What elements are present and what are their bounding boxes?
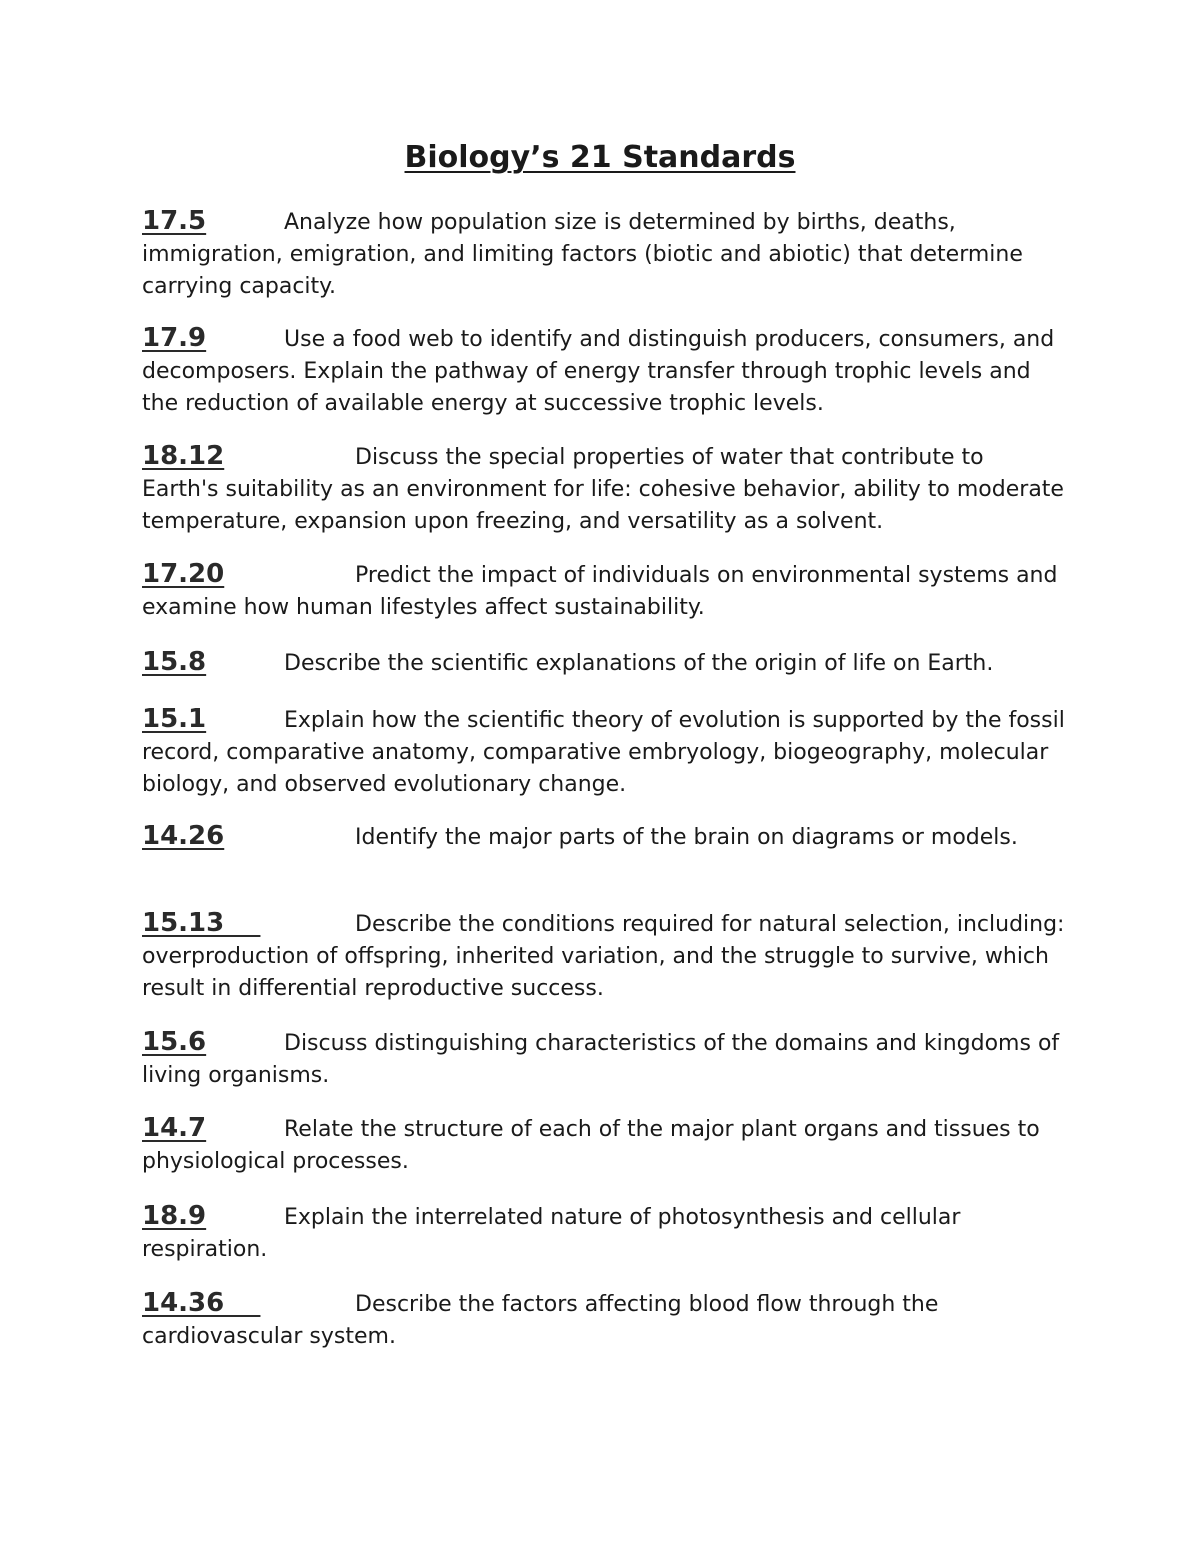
- standard-code: 15.1: [142, 704, 207, 734]
- standard-code: 18.12: [142, 441, 225, 471]
- standard-description: Describe the scientific explanations of the origin of life on Earth.: [284, 651, 994, 676]
- standard-code: 17.9: [142, 323, 207, 353]
- standard-description: Use a food web to identify and distinguish producers, consumers, and decomposers. Explain the pathway of energy transfer through trophic levels and the reduction of available energy at successive trophic levels.: [142, 327, 1055, 416]
- standard-item: [142, 1026, 1067, 1092]
- standard-item: [142, 646, 1067, 680]
- standard-description: Describe the conditions required for natural selection, including: overproduction of offspring, inherited variation, and the struggle to survive, which result in differential reproductive success.: [142, 912, 1065, 1001]
- standard-code: 14.26: [142, 821, 225, 851]
- standard-description: Discuss distinguishing characteristics of the domains and kingdoms of living organisms.: [142, 1031, 1060, 1088]
- standard-item: [142, 322, 1067, 420]
- standard-item: [142, 205, 1067, 303]
- standard-description: Explain the interrelated nature of photosynthesis and cellular respiration.: [142, 1205, 961, 1262]
- standard-code: 15.6: [142, 1027, 207, 1057]
- standard-item: [142, 1287, 1067, 1353]
- standard-item: [142, 1200, 1067, 1266]
- standard-description: Describe the factors affecting blood flow through the cardiovascular system.: [142, 1292, 939, 1349]
- standard-code: 14.36: [142, 1288, 261, 1318]
- standard-item: [142, 440, 1067, 538]
- standard-code: 17.20: [142, 559, 225, 589]
- standard-item: [142, 703, 1067, 801]
- page-title: Biology’s 21 Standards: [404, 140, 796, 175]
- standard-code: 18.9: [142, 1201, 207, 1231]
- standard-item: [142, 558, 1067, 624]
- standard-description: Identify the major parts of the brain on diagrams or models.: [355, 825, 1018, 850]
- standard-description: Explain how the scientific theory of evolution is supported by the fossil record, comparative anatomy, comparative embryology, biogeography, molecular biology, and observed evolutionary change.: [142, 708, 1065, 797]
- standard-description: Predict the impact of individuals on environmental systems and examine how human lifestyles affect sustainability.: [142, 563, 1058, 620]
- standard-code: 15.8: [142, 647, 207, 677]
- standard-description: Relate the structure of each of the major plant organs and tissues to physiological processes.: [142, 1117, 1040, 1174]
- standard-description: Discuss the special properties of water that contribute to Earth's suitability as an environment for life: cohesive behavior, ability to moderate temperature, expansion upon freezing, and versatility as a solvent.: [142, 445, 1064, 534]
- standard-code: 15.13: [142, 908, 261, 938]
- standard-code: 14.7: [142, 1113, 207, 1143]
- standard-item: [142, 907, 1067, 1005]
- standard-item: [142, 1112, 1067, 1178]
- standard-description: Analyze how population size is determined by births, deaths, immigration, emigration, and limiting factors (biotic and abiotic) that determine carrying capacity.: [142, 210, 1023, 299]
- standard-item: [142, 820, 1067, 854]
- standard-code: 17.5: [142, 206, 207, 236]
